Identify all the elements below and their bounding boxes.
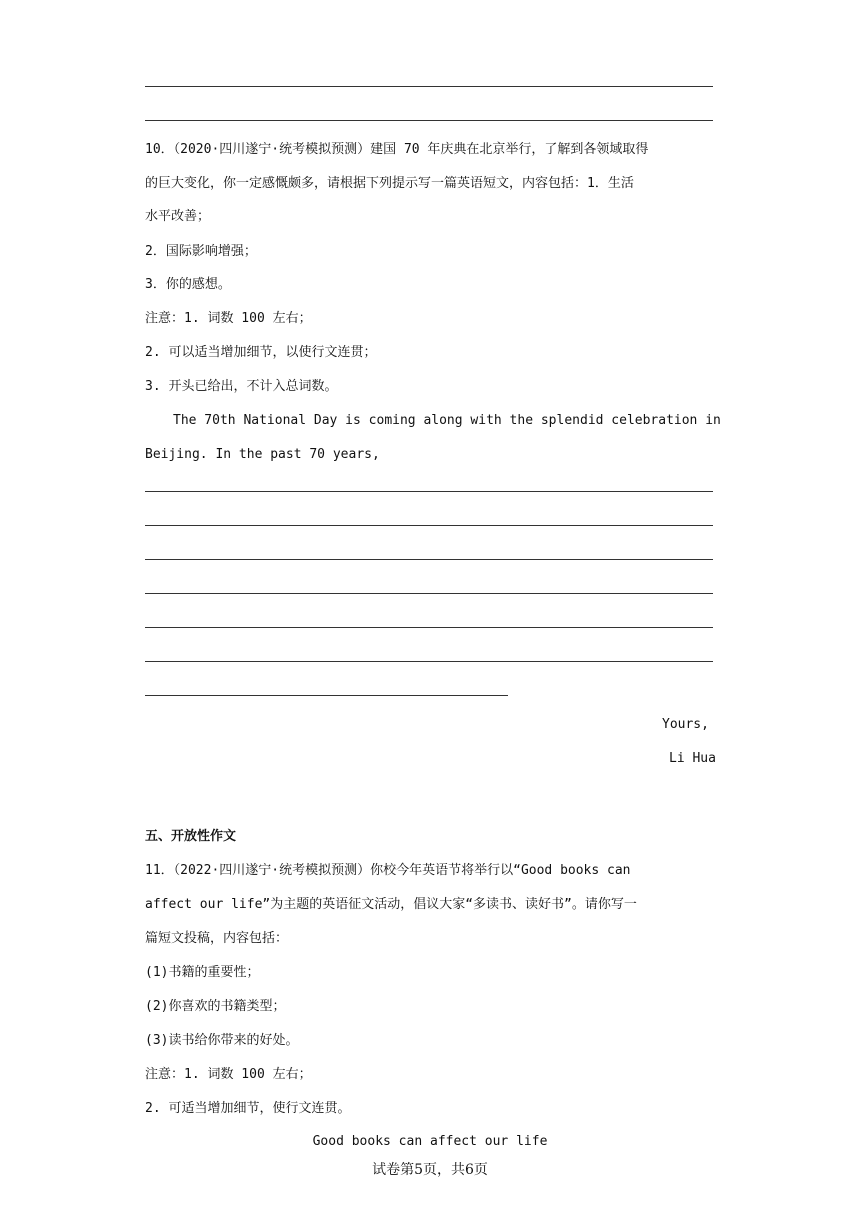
- q11-note-2: 2. 可适当增加细节，使行文连贯。: [145, 1101, 351, 1116]
- q10-point-2: 2．国际影响增强；: [145, 244, 257, 259]
- q11-point-1: (1)书籍的重要性；: [145, 965, 260, 980]
- q11-point-3: (3)读书给你带来的好处。: [145, 1033, 299, 1048]
- q10-prompt-line-3: 水平改善；: [145, 209, 211, 224]
- q10-note-1: 注意：1. 词数 100 左右；: [145, 311, 312, 326]
- q11-point-2: (2)你喜欢的书籍类型；: [145, 999, 286, 1014]
- q11-prompt-line-3: 篇短文投稿，内容包括：: [145, 931, 289, 946]
- answer-line: [145, 525, 713, 526]
- letter-signature: Li Hua: [669, 751, 716, 766]
- answer-line: [145, 661, 713, 662]
- q11-prompt-line-2: affect our life”为主题的英语征文活动，倡议大家“多读书、读好书”。请你写一: [145, 897, 637, 912]
- q10-note-3: 3. 开头已给出，不计入总词数。: [145, 379, 338, 394]
- q10-prompt-line-1: 10．（2020·四川遂宁·统考模拟预测）建国 70 年庆典在北京举行，了解到各领域取得: [145, 142, 649, 157]
- answer-line: [145, 491, 713, 492]
- page-number: 试卷第5页，共6页: [372, 1162, 488, 1178]
- answer-line: [145, 120, 713, 121]
- section-heading: 五、开放性作文: [145, 829, 237, 844]
- q10-point-3: 3．你的感想。: [145, 277, 231, 292]
- answer-line: [145, 593, 713, 594]
- letter-closing: Yours,: [662, 717, 709, 732]
- answer-line: [145, 559, 713, 560]
- answer-line: [145, 627, 713, 628]
- q11-note-1: 注意：1. 词数 100 左右；: [145, 1067, 312, 1082]
- q10-prompt-line-2: 的巨大变化，你一定感慨颇多，请根据下列提示写一篇英语短文，内容包括：1．生活: [145, 176, 634, 191]
- answer-line: [145, 695, 508, 696]
- q10-opening-line-1: The 70th National Day is coming along with the splendid celebration in: [173, 413, 721, 428]
- q10-opening-line-2: Beijing. In the past 70 years,: [145, 447, 380, 462]
- essay-title: Good books can affect our life: [312, 1134, 548, 1149]
- q11-prompt-line-1: 11．（2022·四川遂宁·统考模拟预测）你校今年英语节将举行以“Good books can: [145, 863, 631, 878]
- q10-note-2: 2. 可以适当增加细节，以使行文连贯；: [145, 345, 377, 360]
- answer-line: [145, 86, 713, 87]
